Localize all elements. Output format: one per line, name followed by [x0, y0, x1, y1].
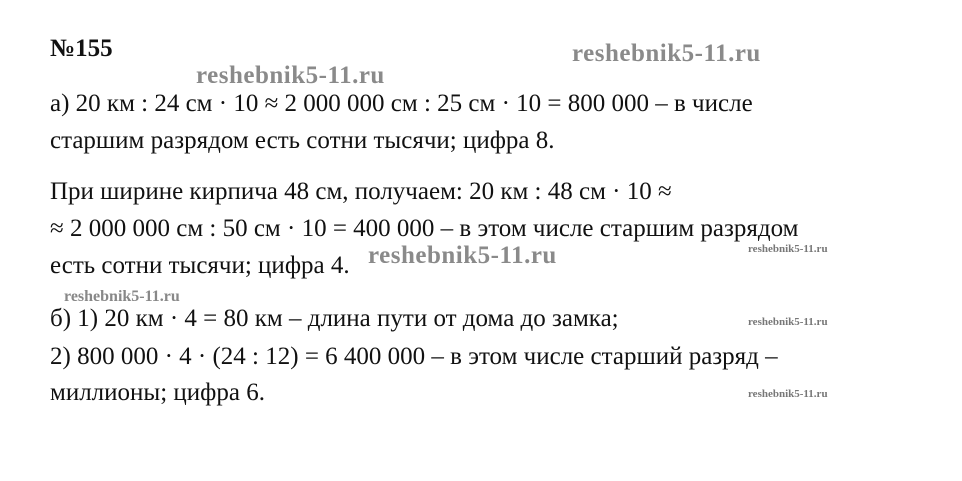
- watermark-middle: reshebnik5-11.ru: [368, 242, 557, 269]
- solution-line-4: ≈ 2 000 000 см : 50 см · 10 = 400 000 – в этом числе старшим разрядом: [50, 215, 799, 242]
- watermark-top-right: reshebnik5-11.ru: [572, 40, 761, 67]
- watermark-tiny-1: reshebnik5-11.ru: [748, 243, 828, 255]
- problem-number: №155: [50, 35, 113, 62]
- solution-line-6: б) 1) 20 км · 4 = 80 км – длина пути от дома до замка;: [50, 305, 619, 332]
- watermark-tiny-2: reshebnik5-11.ru: [748, 316, 828, 328]
- solution-line-3: При ширине кирпича 48 см, получаем: 20 км : 48 см · 10 ≈: [50, 178, 672, 205]
- watermark-top-left: reshebnik5-11.ru: [196, 62, 385, 89]
- solution-line-7: 2) 800 000 · 4 · (24 : 12) = 6 400 000 – в этом числе старший разряд –: [50, 343, 778, 370]
- watermark-small-left: reshebnik5-11.ru: [64, 288, 180, 305]
- solution-line-5: есть сотни тысячи; цифра 4.: [50, 252, 350, 279]
- solution-line-2: старшим разрядом есть сотни тысячи; цифра 8.: [50, 127, 555, 154]
- solution-line-8: миллионы; цифра 6.: [50, 379, 265, 406]
- watermark-tiny-3: reshebnik5-11.ru: [748, 388, 828, 400]
- solution-line-1: а) 20 км : 24 см · 10 ≈ 2 000 000 см : 25 см · 10 = 800 000 – в числе: [50, 90, 753, 117]
